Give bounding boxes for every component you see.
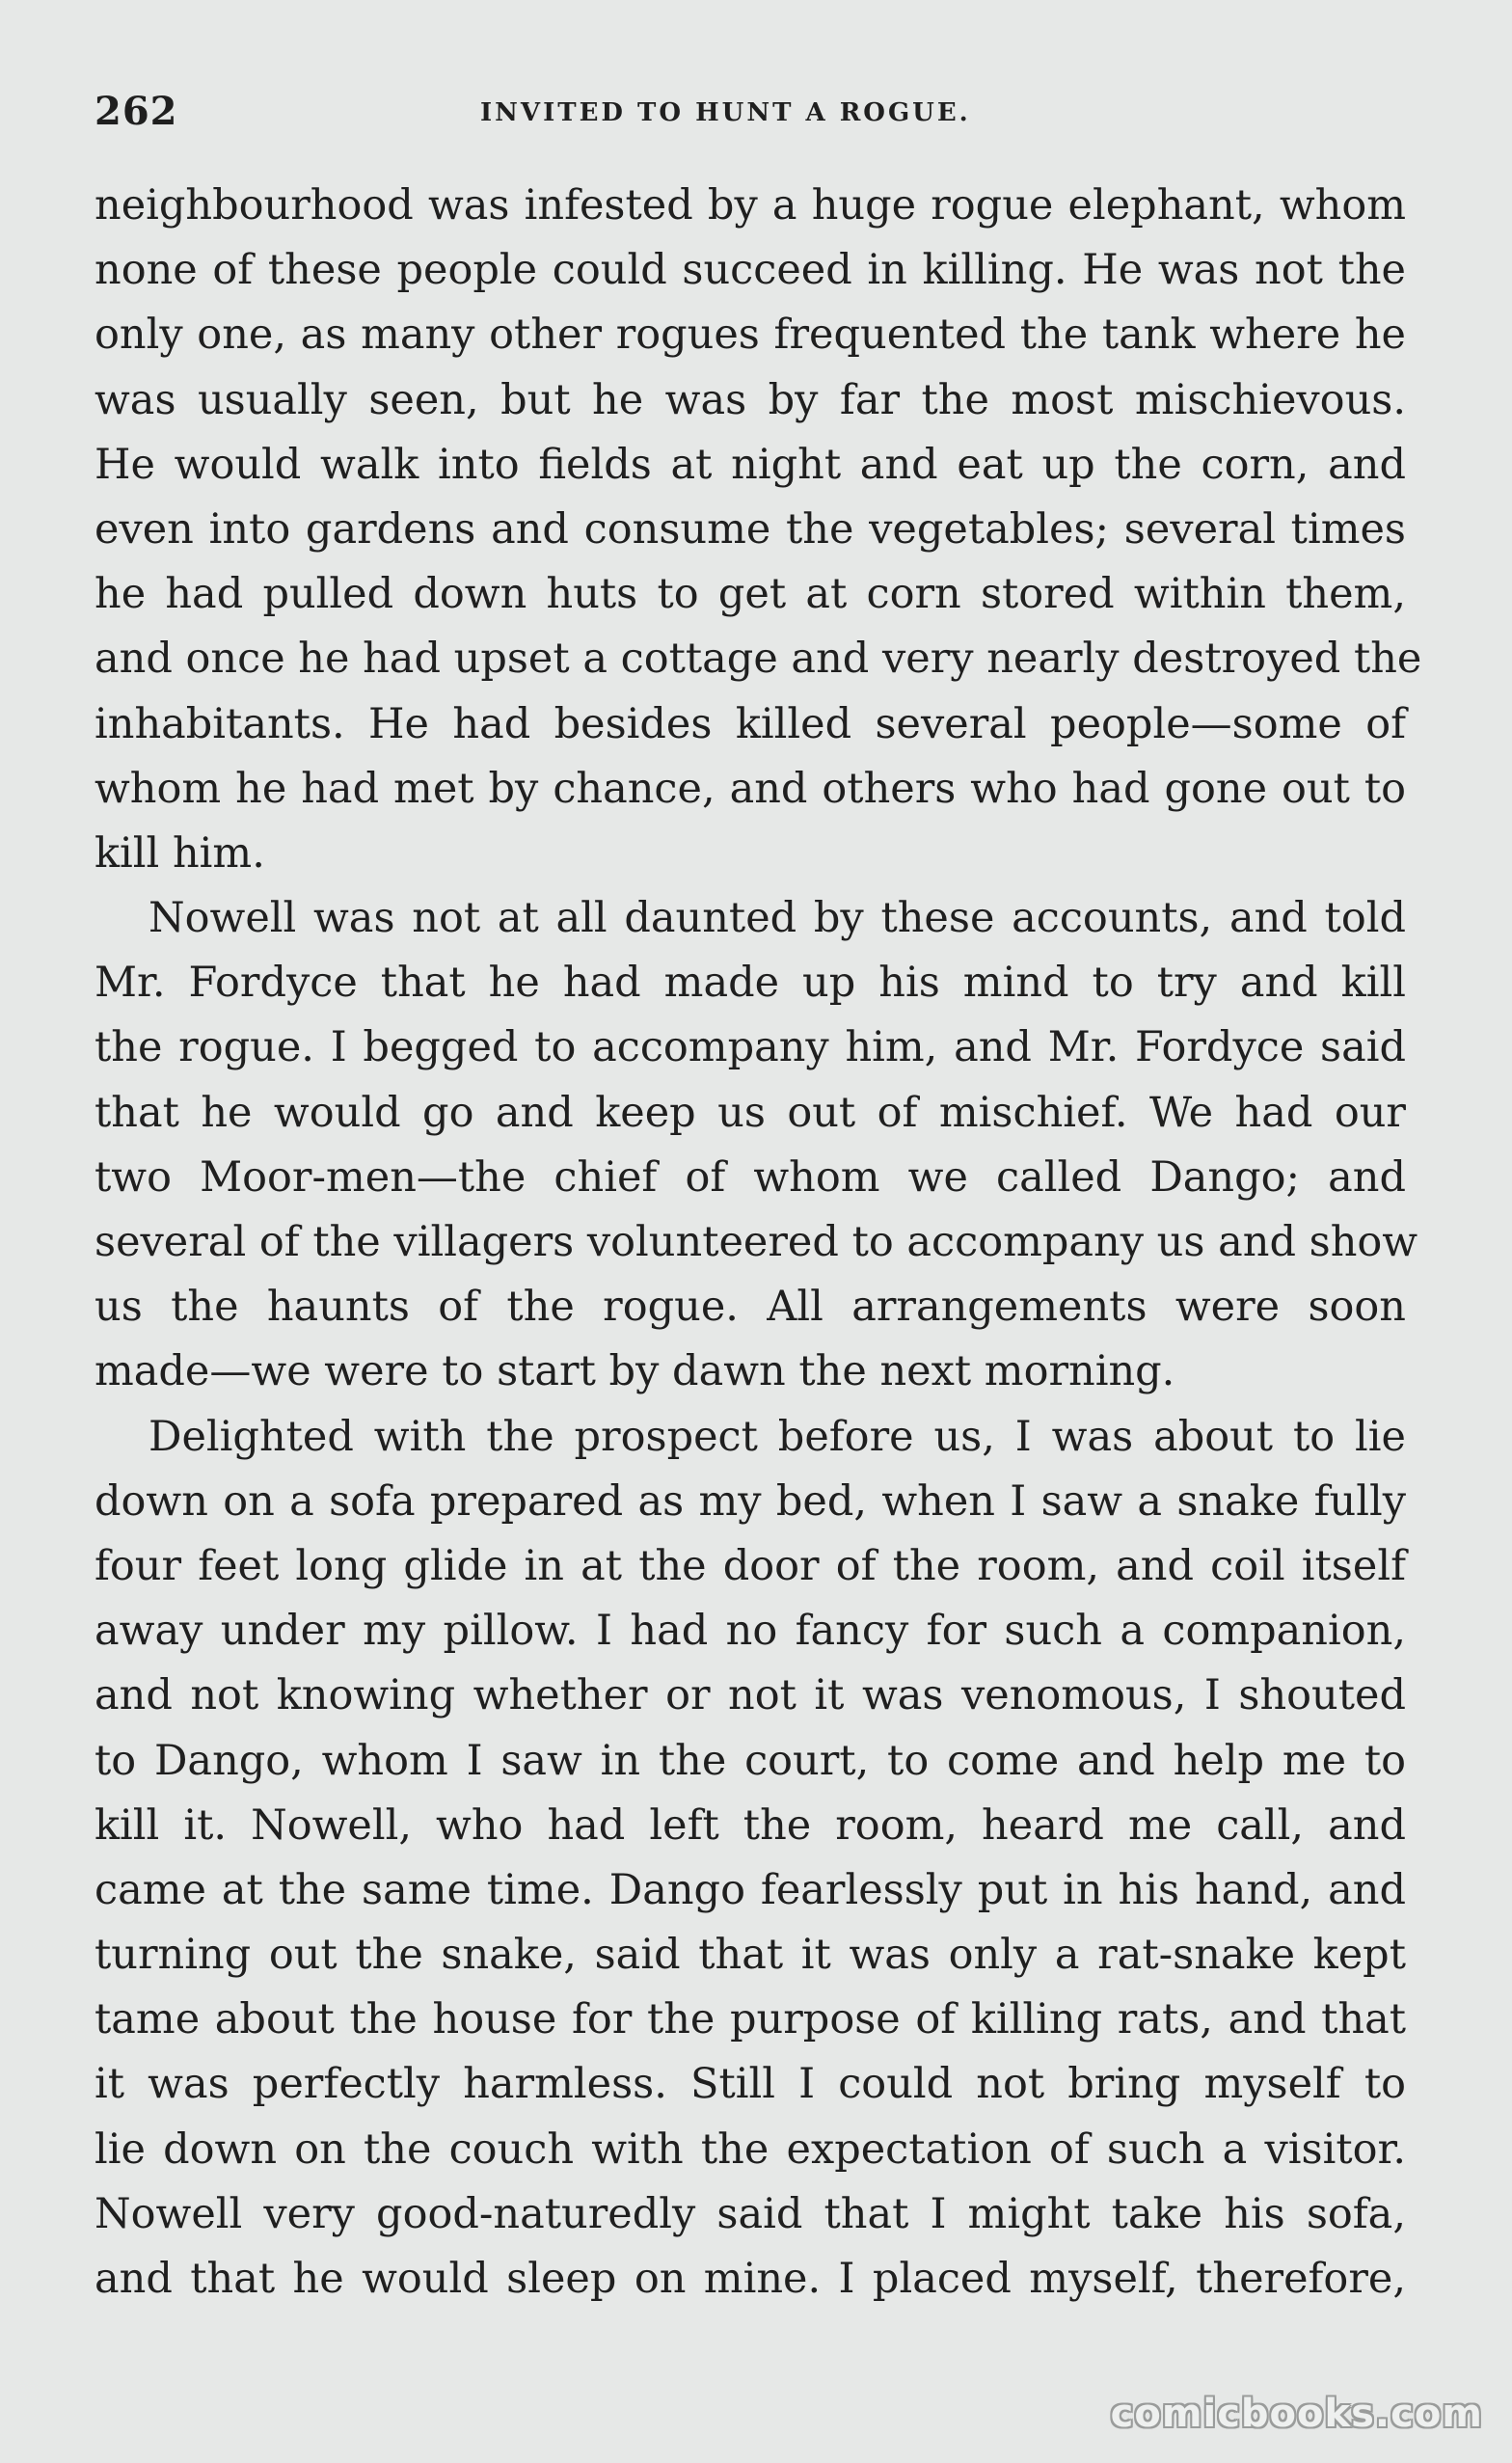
page-number: 262 xyxy=(94,89,178,134)
text-line: whom he had met by chance, and others who had gone out to xyxy=(94,764,1406,813)
text-line: even into gardens and consume the vegetables; several times xyxy=(94,504,1406,554)
text-line: Mr. Fordyce that he had made up his mind to try and kill xyxy=(94,959,1406,1008)
text-line: us the haunts of the rogue. All arrangements were soon xyxy=(94,1283,1406,1332)
paragraph xyxy=(94,886,1418,1405)
text-line: kill him. xyxy=(94,828,265,878)
text-line: tame about the house for the purpose of killing rats, and that xyxy=(94,1995,1406,2044)
page-header xyxy=(94,89,1406,147)
text-line: away under my pillow. I had no fancy for such a companion, xyxy=(94,1607,1406,1656)
text-line: several of the villagers volunteered to accompany us and show xyxy=(94,1218,1418,1266)
text-line: Nowell very good-naturedly said that I might take his sofa, xyxy=(94,2189,1406,2238)
text-line: four feet long glide in at the door of the room, and coil itself xyxy=(94,1541,1406,1590)
text-line: made—we were to start by dawn the next morning. xyxy=(94,1347,1175,1396)
text-line: Nowell was not at all daunted by these accounts, and told xyxy=(148,894,1406,943)
text-line: Delighted with the prospect before us, I was about to lie xyxy=(148,1412,1406,1461)
text-line: and not knowing whether or not it was venomous, I shouted xyxy=(94,1671,1406,1720)
text-line: was usually seen, but he was by far the most mischievous. xyxy=(94,375,1406,424)
text-line: kill it. Nowell, who had left the room, heard me call, and xyxy=(94,1800,1406,1850)
text-line: to Dango, whom I saw in the court, to come and help me to xyxy=(94,1736,1406,1785)
text-line: lie down on the couch with the expectation of such a visitor. xyxy=(94,2125,1406,2174)
running-head: INVITED TO HUNT A ROGUE. xyxy=(480,98,971,127)
text-line: came at the same time. Dango fearlessly put in his hand, and xyxy=(94,1865,1406,1914)
text-line: two Moor-men—the chief of whom we called Dango; and xyxy=(94,1152,1406,1202)
watermark: comicbooks.com xyxy=(1110,2392,1483,2436)
text-line: down on a sofa prepared as my bed, when I saw a snake fully xyxy=(94,1476,1406,1526)
paragraph xyxy=(94,174,1422,886)
paragraph xyxy=(94,1405,1406,2313)
text-line: the rogue. I begged to accompany him, and Mr. Fordyce said xyxy=(94,1023,1406,1072)
text-line: it was perfectly harmless. Still I could not bring myself to xyxy=(94,2060,1406,2109)
text-line: that he would go and keep us out of mischief. We had our xyxy=(94,1088,1406,1137)
text-line: neighbourhood was infested by a huge rogue elephant, whom xyxy=(94,181,1406,230)
text-line: only one, as many other rogues frequented the tank where he xyxy=(94,311,1406,360)
text-line: and that he would sleep on mine. I placed myself, therefore, xyxy=(94,2255,1406,2303)
body-text xyxy=(94,174,1422,2312)
text-line: He would walk into fields at night and eat up the corn, and xyxy=(94,440,1406,489)
text-line: and once he had upset a cottage and very nearly destroyed the xyxy=(94,635,1422,684)
text-line: inhabitants. He had besides killed several people—some of xyxy=(94,699,1406,748)
text-line: none of these people could succeed in killing. He was not the xyxy=(94,246,1406,295)
text-line: turning out the snake, said that it was only a rat-snake kept xyxy=(94,1931,1406,1980)
text-line: he had pulled down huts to get at corn stored within them, xyxy=(94,570,1406,619)
